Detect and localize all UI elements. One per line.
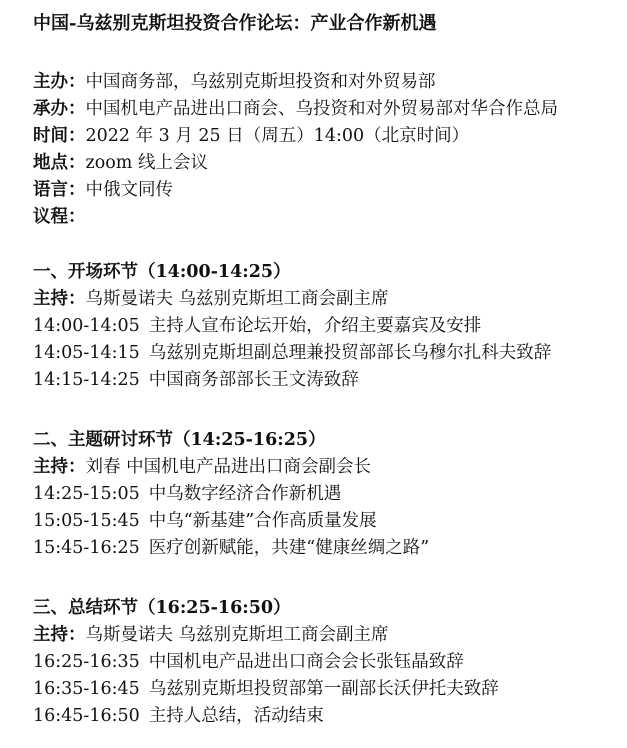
session-heading: 三、总结环节（16:25-16:50） — [33, 598, 291, 618]
agenda-item-time: 16:45-16:50 — [33, 706, 140, 726]
agenda-item — [33, 482, 619, 506]
agenda-item-time: 16:35-16:45 — [33, 679, 140, 699]
organizer-label: 主办： — [33, 72, 86, 92]
agenda-item-text: 主持人宣布论坛开始，介绍主要嘉宾及安排 — [148, 316, 482, 336]
undertaker-value: 中国机电产品进出口商会、乌投资和对外贸易部对华合作总局 — [85, 99, 558, 119]
undertaker-line — [33, 97, 619, 121]
organizer-line — [33, 70, 619, 94]
agenda-item — [33, 341, 619, 365]
agenda-item — [33, 368, 619, 392]
undertaker-label: 承办： — [33, 99, 86, 119]
agenda-item-text: 医疗创新赋能，共建“健康丝绸之路” — [148, 538, 430, 558]
venue-label: 地点： — [33, 153, 86, 173]
agenda-item-text: 中国商务部部长王文涛致辞 — [148, 370, 359, 390]
agenda-item-time: 14:00-14:05 — [33, 316, 140, 336]
organizer-value: 中国商务部，乌兹别克斯坦投资和对外贸易部 — [85, 72, 436, 92]
host-name: 乌斯曼诺夫 乌兹别克斯坦工商会副主席 — [85, 289, 389, 309]
agenda-item-text: 乌兹别克斯坦副总理兼投贸部部长乌穆尔扎科夫致辞 — [148, 343, 552, 363]
agenda-item-time: 15:45-16:25 — [33, 538, 140, 558]
agenda-item — [33, 650, 619, 674]
agenda-item-time: 14:05-14:15 — [33, 343, 140, 363]
venue-line — [33, 151, 619, 175]
agenda-item-time: 16:25-16:35 — [33, 652, 140, 672]
time-line — [33, 124, 619, 148]
agenda-item — [33, 509, 619, 533]
agenda-item-time: 14:25-15:05 — [33, 484, 140, 504]
document-title: 中国-乌兹别克斯坦投资合作论坛：产业合作新机遇 — [33, 13, 437, 34]
venue-value: zoom 线上会议 — [85, 153, 208, 173]
agenda-item-text: 中国机电产品进出口商会会长张钰晶致辞 — [148, 652, 464, 672]
time-value: 2022 年 3 月 25 日（周五）14:00（北京时间） — [85, 126, 470, 146]
agenda-item — [33, 314, 619, 338]
agenda-item-time: 14:15-14:25 — [33, 370, 140, 390]
agenda-item-text: 乌兹别克斯坦投贸部第一副部长沃伊托夫致辞 — [148, 679, 499, 699]
agenda-item-time: 15:05-15:45 — [33, 511, 140, 531]
agenda-line — [33, 205, 619, 229]
host-label: 主持： — [33, 625, 86, 645]
host-label: 主持： — [33, 289, 86, 309]
time-label: 时间： — [33, 126, 86, 146]
language-label: 语言： — [33, 180, 86, 200]
agenda-item-text: 中乌“新基建”合作高质量发展 — [148, 511, 377, 531]
host-name: 刘春 中国机电产品进出口商会副会长 — [85, 457, 372, 477]
session-host-line — [33, 455, 619, 479]
agenda-item-text: 中乌数字经济合作新机遇 — [148, 484, 342, 504]
agenda-item-text: 主持人总结，活动结束 — [148, 706, 324, 726]
session-host-line — [33, 623, 619, 647]
agenda-item — [33, 704, 619, 728]
host-label: 主持： — [33, 457, 86, 477]
language-value: 中俄文同传 — [85, 180, 173, 200]
host-name: 乌斯曼诺夫 乌兹别克斯坦工商会副主席 — [85, 625, 389, 645]
agenda-item — [33, 677, 619, 701]
session-heading: 一、开场环节（14:00-14:25） — [33, 262, 291, 282]
language-line — [33, 178, 619, 202]
session-host-line — [33, 287, 619, 311]
agenda-item — [33, 536, 619, 560]
session-heading: 二、主题研讨环节（14:25-16:25） — [33, 430, 326, 450]
agenda-label: 议程： — [33, 207, 86, 227]
